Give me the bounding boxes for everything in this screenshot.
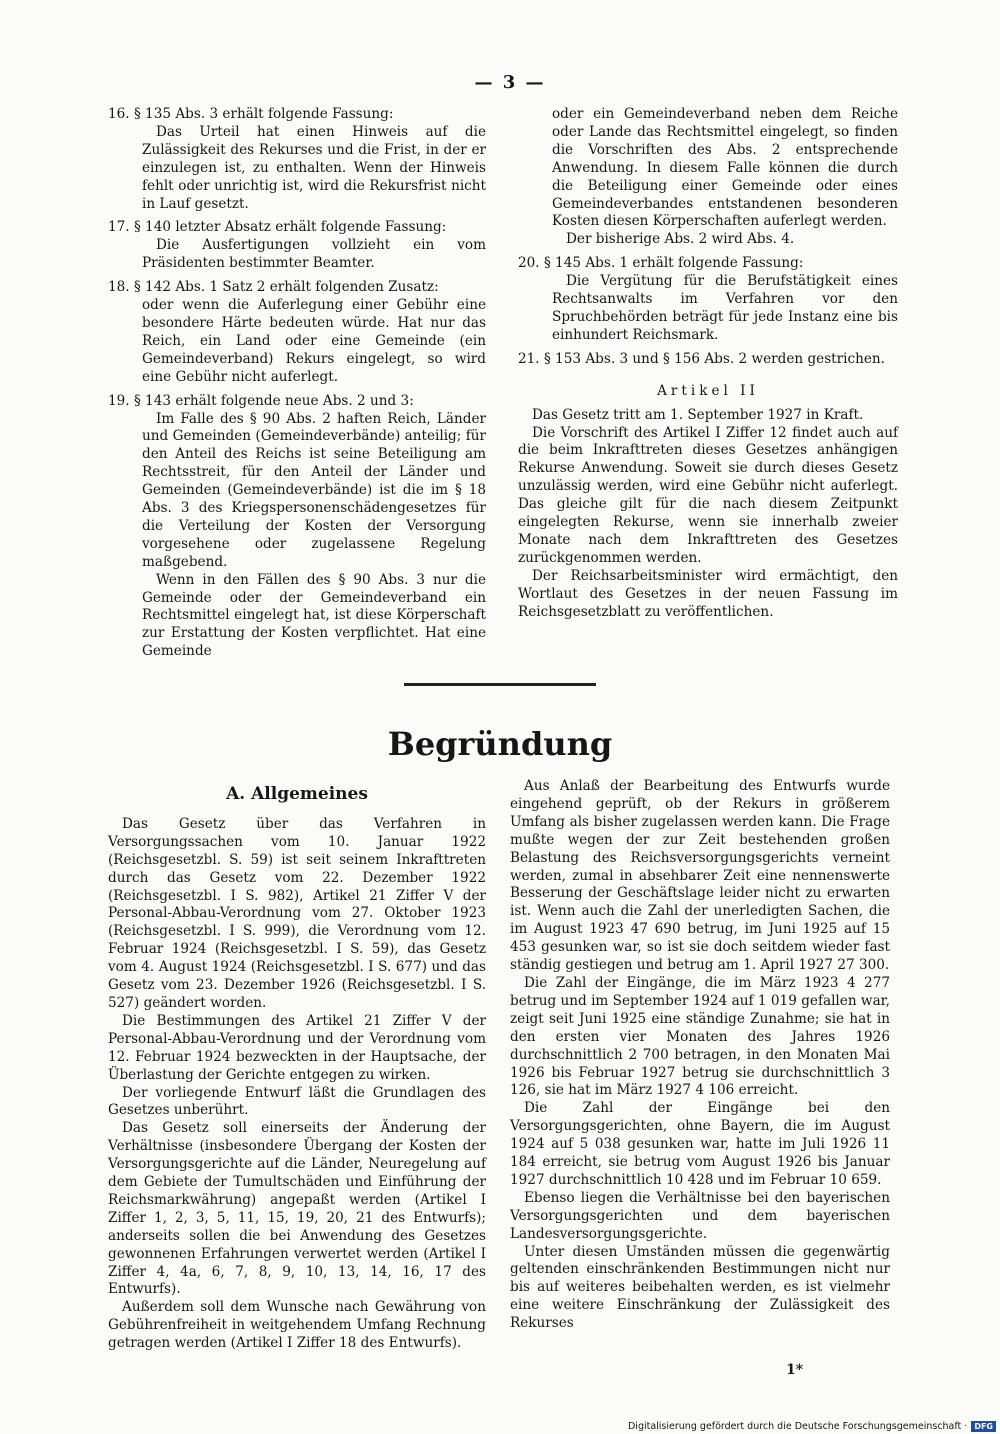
reasoning-para-3: Die Zahl der Eingänge bei den Versorgungsgerichten, ohne Bayern, die im August 1924 auf 5 038 gesunken war, hatte im Juli 1926 11 184 erreicht, sie betrug vom August 1926 bis Januar 1927 durchschnittlich 10 428 und im Februar 10 659. (510, 1100, 890, 1188)
article-2-para-1: Das Gesetz tritt am 1. September 1927 in Kraft. (532, 406, 864, 423)
item-16-title: 16. § 135 Abs. 3 erhält folgende Fassung: (108, 106, 394, 122)
general-para-5: Außerdem soll dem Wunsche nach Gewährung von Gebührenfreiheit in weitgehendem Umfang Rechnung getragen werden (Artikel I Ziffer 18 des Entwurfs). (108, 1299, 486, 1352)
general-para-1: Das Gesetz über das Verfahren in Versorgungssachen vom 10. Januar 1922 (Reichsgesetzbl. S. 59) ist seit seinem Inkrafttreten durch das Gesetz vom 22. Dezember 1922 (Reichsgesetzbl. I S. 982), Artikel 21 Ziffer V der Personal-Abbau-Verordnung vom 27. Oktober 1923 (Reichsgesetzbl. I S. 999), die Verordnung vom 12. Februar 1924 (Reichsgesetzbl. I S. 59), das Gesetz vom 4. August 1924 (Reichsgesetzbl. I S. 677) und das Gesetz vom 23. Dezember 1926 (Reichsgesetzbl. I S. 527) geändert worden. (108, 815, 486, 1011)
item-20-text: Die Vergütung für die Berufstätigkeit eines Rechtsanwalts im Verfahren vor den Spruchbehörden beträgt für jede Instanz eine bis einhundert Reichsmark. (552, 273, 898, 343)
article-2-para-3: Der Reichsarbeitsminister wird ermächtigt, den Wortlaut des Gesetzes in der neuen Fassung im Reichsgesetzblatt zu veröffentlichen. (518, 567, 898, 620)
item-19-para-1: Im Falle des § 90 Abs. 2 haften Reich, Länder und Gemeinden (Gemeindeverbände) anteilig; für den Anteil des Reichs ist seine Beteiligung am Rechtsstreit, für den Anteil der Länder und Gemeinden (Gemeindeverbände) ist die im § 18 Abs. 3 des Kriegspersonenschädengesetzes für die Verteilung der Kosten der Versorgung vorgesehene oder zugelassene Regelung maßgebend. (142, 410, 486, 570)
footer-text: Digitalisierung gefördert durch die Deutsche Forschungsgemeinschaft · (627, 1421, 968, 1432)
dfg-logo: DFG (971, 1421, 996, 1432)
item-19-para-2: Wenn in den Fällen des § 90 Abs. 3 nur die Gemeinde oder der Gemeindeverband ein Rechtsmittel eingelegt hat, ist diese Körperschaft zur Erstattung der Kosten verpflichtet. Hat eine Gemeinde (142, 571, 486, 660)
item-21-title: 21. § 153 Abs. 3 und § 156 Abs. 2 werden gestrichen. (518, 350, 885, 367)
reasoning-para-2: Die Zahl der Eingänge, die im März 1923 4 277 betrug und im September 1924 auf 1 019 gefallen war, zeigt seit Juni 1925 eine ständige Zunahme; sie hat in den ersten vier Monaten des Jahres 1926 durchschnittlich 2 700 betragen, in den Monaten Mai 1926 bis Februar 1927 betrug sie durchschnittlich 3 126, sie hat im März 1927 4 106 erreicht. (510, 974, 890, 1099)
subsection-heading: A. Allgemeines (226, 784, 368, 804)
digitization-footer (600, 1419, 996, 1434)
article-2-heading: Artikel II (657, 382, 759, 399)
right-column-bottom (510, 778, 890, 1333)
section-heading: Begründung (387, 725, 613, 763)
right-column-top (518, 106, 898, 621)
item-17-title: 17. § 140 letzter Absatz erhält folgende Fassung: (108, 219, 447, 236)
reasoning-para-4: Ebenso liegen die Verhältnisse bei den bayerischen Versorgungsgerichten und dem bayerischen Landesversorgungsgerichte. (510, 1189, 890, 1242)
article-2-para-2: Die Vorschrift des Artikel I Ziffer 12 findet auch auf die beim Inkrafttreten dieses Gesetzes anhängigen Rekurse Anwendung. Soweit sie durch dieses Gesetz unzulässig werden, wird eine Gebühr nicht auferlegt. Das gleiche gilt für die nach diesem Zeitpunkt eingelegten Rekurse, wenn sie innerhalb zweier Monate nach dem Inkrafttreten des Gesetzes zurückgenommen werden. (518, 424, 898, 566)
reasoning-para-5: Unter diesen Umständen müssen die gegenwärtig geltenden einschränkenden Bestimmungen nicht nur bis auf weiteres beibehalten werden, es ist vielmehr eine weitere Einschränkung der Zulässigkeit des Rekurses (510, 1243, 890, 1332)
page-number: — 3 — (474, 72, 546, 93)
item-18-text: oder wenn die Auferlegung einer Gebühr eine besondere Härte bedeuten würde. Hat nur das Reich, ein Land oder eine Gemeinde (ein Gemeindeverband) Rekurs eingelegt, so wird eine Gebühr nicht auferlegt. (142, 297, 486, 385)
item-17-text: Die Ausfertigungen vollzieht ein vom Präsidenten bestimmter Beamter. (142, 237, 486, 272)
continuation-text-2: Der bisherige Abs. 2 wird Abs. 4. (566, 231, 795, 248)
left-column-bottom (108, 786, 486, 1353)
general-para-3: Der vorliegende Entwurf läßt die Grundlagen des Gesetzes unberührt. (108, 1084, 486, 1119)
item-20-title: 20. § 145 Abs. 1 erhält folgende Fassung: (518, 255, 804, 272)
item-19-title: 19. § 143 erhält folgende neue Abs. 2 und 3: (108, 392, 414, 409)
general-para-4: Das Gesetz soll einerseits der Änderung der Verhältnisse (insbesondere Übergang der Kosten der Versorgungsgerichte auf die Länder, Neuregelung auf dem Gebiete der Tumultschäden und Einführung der Reichsmarkwährung) angepaßt werden (Artikel I Ziffer 1, 2, 3, 5, 11, 15, 19, 20, 21 des Entwurfs); anderseits sollen die bei Anwendung des Gesetzes gewonnenen Erfahrungen verwertet werden (Artikel I Ziffer 4, 4a, 6, 7, 8, 9, 10, 13, 14, 16, 17 des Entwurfs). (108, 1120, 486, 1298)
item-18-title: 18. § 142 Abs. 1 Satz 2 erhält folgenden Zusatz: (108, 279, 439, 296)
signature-mark: 1* (786, 1362, 804, 1378)
section-divider (404, 683, 596, 686)
left-column-top (108, 106, 486, 661)
continuation-text: oder ein Gemeindeverband neben dem Reiche oder Lande das Rechtsmittel eingelegt, so finden die Vorschriften des Abs. 2 entsprechende Anwendung. In diesem Falle können die durch die Beteiligung einer Gemeinde oder eines Gemeindeverbandes entstandenen besonderen Kosten diesen Körperschaften auferlegt werden. (552, 106, 898, 230)
item-16-text: Das Urteil hat einen Hinweis auf die Zulässigkeit des Rekurses und die Frist, in der er einzulegen ist, zu enthalten. Wenn der Hinweis fehlt oder unrichtig ist, wird die Rekursfrist nicht in Lauf gesetzt. (142, 123, 486, 212)
general-para-2: Die Bestimmungen des Artikel 21 Ziffer V der Personal-Abbau-Verordnung und der Verordnung vom 12. Februar 1924 bezweckten in der Hauptsache, der Überlastung der Gerichte entgegen zu wirken. (108, 1012, 486, 1083)
reasoning-para-1: Aus Anlaß der Bearbeitung des Entwurfs wurde eingehend geprüft, ob der Rekurs in größerem Umfang als bisher zugelassen werden kann. Die Frage mußte wegen der zur Zeit bestehenden großen Belastung des Reichsversorgungsgerichts verneint werden, zumal in absehbarer Zeit eine nennenswerte Besserung der Geschäftslage leider nicht zu erwarten ist. Wenn auch die Zahl der unerledigten Sachen, die im August 1923 47 690 betrug, im Juni 1925 auf 15 453 gesunken war, so ist sie doch seitdem wieder fast ständig gestiegen und betrug am 1. April 1927 27 300. (510, 778, 890, 974)
